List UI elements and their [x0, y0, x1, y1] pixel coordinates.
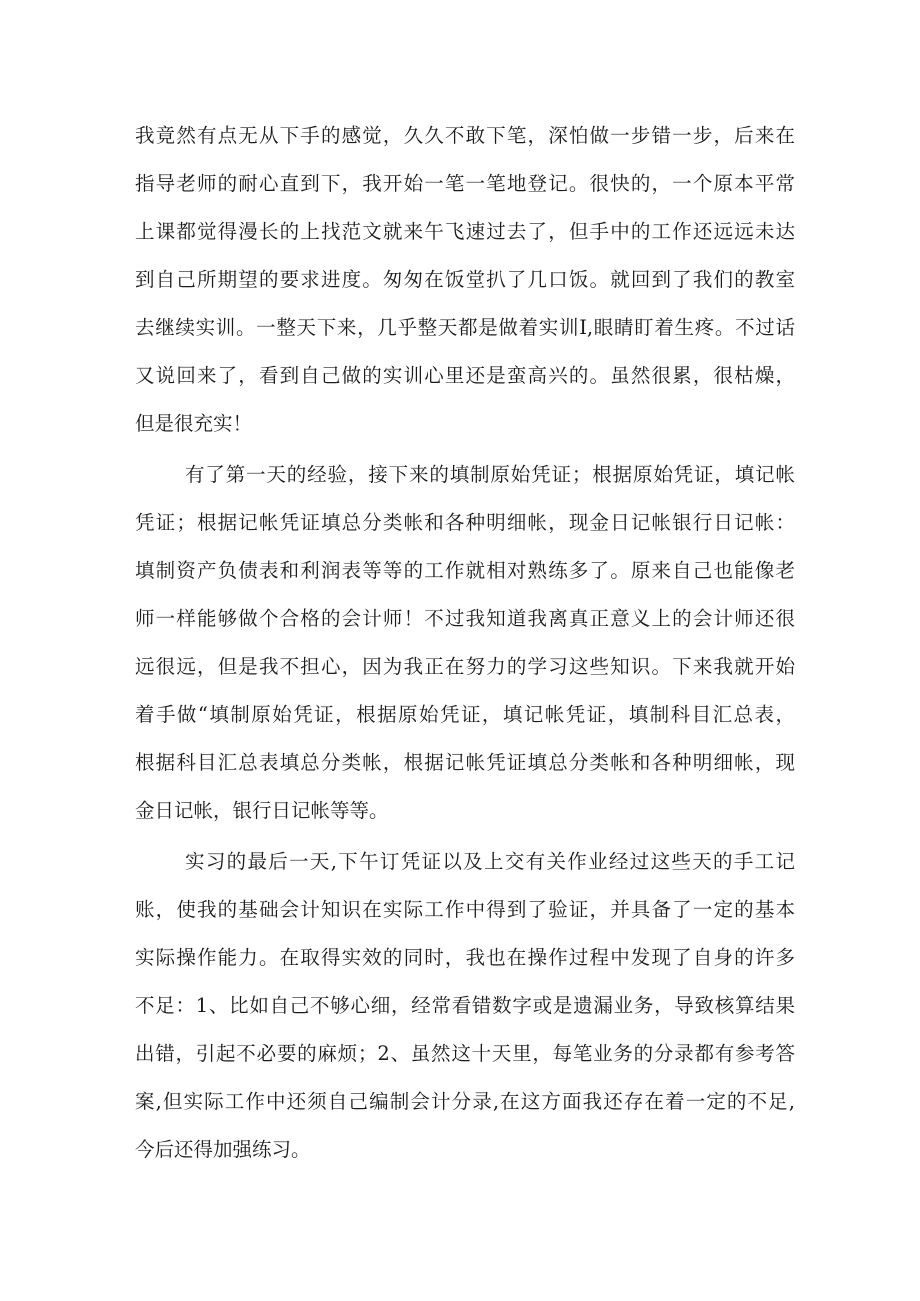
- paragraph-1-line-4: 到自己所期望的要求进度。匆匆在饭堂扒了几口饭。就回到了我们的教室: [135, 268, 795, 291]
- paragraph-3-line-2: 账，使我的基础会计知识在实际工作中得到了验证，并具备了一定的基本: [135, 898, 795, 921]
- paragraph-3-line-3: 实际操作能力。在取得实效的同时，我也在操作过程中发现了自身的许多: [135, 946, 795, 969]
- paragraph-2-line-1: 有了第一天的经验，接下来的填制原始凭证；根据原始凭证，填记帐: [185, 463, 795, 486]
- paragraph-1-line-3: 上课都觉得漫长的上找范文就来午飞速过去了，但手中的工作还远远未达: [135, 220, 795, 243]
- paragraph-1-line-5: 去继续实训。一整天下来，几乎整天都是做着实训I,眼睛盯着生疼。不过话: [135, 316, 795, 339]
- paragraph-2-line-7: 根据科目汇总表填总分类帐，根据记帐凭证填总分类帐和各种明细帐，现: [135, 751, 795, 774]
- paragraph-3-line-6: 案,但实际工作中还须自己编制会计分录,在这方面我还存在着一定的不足,: [135, 1090, 795, 1113]
- paragraph-2-line-8: 金日记帐，银行日记帐等等。: [135, 799, 389, 822]
- paragraph-2-line-3: 填制资产负债表和利润表等等的工作就相对熟练多了。原来自己也能像老: [135, 559, 795, 582]
- paragraph-1-line-7: 但是很充实！: [135, 412, 253, 435]
- paragraph-3-line-1: 实习的最后一天,下午订凭证以及上交有关作业经过这些天的手工记: [185, 850, 795, 873]
- paragraph-1-line-2: 指导老师的耐心直到下，我开始一笔一笔地登记。很快的，一个原本平常: [135, 172, 795, 195]
- paragraph-3-line-4: 不足：1、比如自己不够心细，经常看错数字或是遗漏业务，导致核算结果: [135, 994, 795, 1017]
- paragraph-1-line-6: 又说回来了，看到自己做的实训心里还是蛮高兴的。虽然很累，很枯燥，: [135, 364, 795, 387]
- paragraph-2-line-6: 着手做“填制原始凭证，根据原始凭证，填记帐凭证，填制科目汇总表，: [135, 703, 795, 726]
- paragraph-2-line-4: 师一样能够做个合格的会计师！不过我知道我离真正意义上的会计师还很: [135, 607, 795, 630]
- paragraph-3-line-5: 出错，引起不必要的麻烦；2、虽然这十天里，每笔业务的分录都有参考答: [135, 1042, 795, 1065]
- paragraph-3-line-7: 今后还得加强练习。: [135, 1138, 311, 1161]
- paragraph-2-line-2: 凭证；根据记帐凭证填总分类帐和各种明细帐，现金日记帐银行日记帐：: [135, 511, 795, 534]
- paragraph-2-line-5: 远很远，但是我不担心，因为我正在努力的学习这些知识。下来我就开始: [135, 655, 795, 678]
- paragraph-1-line-1: 我竟然有点无从下手的感觉，久久不敢下笔，深怕做一步错一步，后来在: [135, 124, 795, 147]
